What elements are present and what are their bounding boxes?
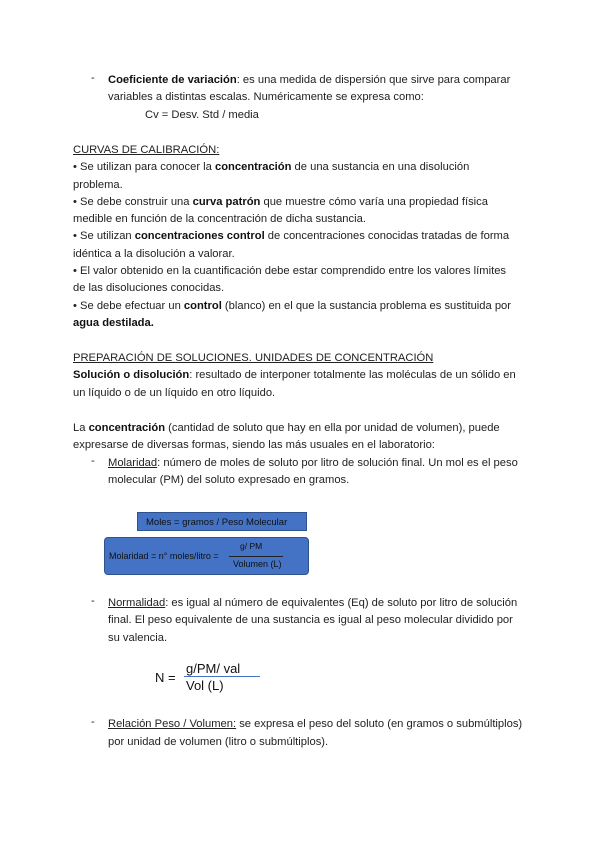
list-dash: - <box>91 595 95 607</box>
cv-term: Coeficiente de variación <box>108 74 237 86</box>
text: • Se debe efectuar un <box>73 300 184 312</box>
molaridad-formula-denominator: Volumen (L) <box>233 559 282 569</box>
molaridad-line-1 <box>108 455 518 471</box>
normalidad-formula-numerator: g/PM/ val <box>186 661 241 676</box>
molaridad-formula-box <box>104 537 309 575</box>
normalidad-line-3: su valencia. <box>108 632 168 644</box>
text: que muestre cómo varía una propiedad física <box>260 196 488 208</box>
solucion-line-1 <box>73 367 516 383</box>
text: de concentraciones conocidas tratadas de forma <box>264 230 510 242</box>
bold-text: Solución o disolución <box>73 369 190 381</box>
text: : es igual al número de equivalentes (Eq) de soluto por litro de solución <box>165 597 518 609</box>
normalidad-line-1 <box>108 595 517 611</box>
normalidad-formula-lhs: N = <box>155 670 176 685</box>
curvas-heading: CURVAS DE CALIBRACIÓN: <box>73 144 220 156</box>
curvas-bullet-4: • El valor obtenido en la cuantificación debe estar comprendido entre los valores límites <box>73 265 507 277</box>
bold-text: agua destilada. <box>73 317 154 329</box>
bold-text: control <box>183 300 222 312</box>
bold-text: curva patrón <box>192 196 261 208</box>
normalidad-formula-denominator: Vol (L) <box>186 678 224 693</box>
text: : número de moles de soluto por litro de solución final. Un mol es el peso <box>157 457 518 469</box>
curvas-bullet-2-cont: medible en función de la concentración de dicha sustancia. <box>73 213 366 225</box>
text: (cantidad de soluto que hay en ella por unidad de volumen), puede <box>165 422 500 434</box>
list-dash: - <box>91 716 95 728</box>
prep-heading: PREPARACIÓN DE SOLUCIONES. UNIDADES DE CONCENTRACIÓN <box>73 352 434 364</box>
curvas-bullet-1-cont: problema. <box>73 179 123 191</box>
list-dash: - <box>91 72 95 84</box>
normalidad-term: Normalidad <box>108 597 166 609</box>
list-dash: - <box>91 455 95 467</box>
fraction-bar <box>184 676 260 677</box>
text: de una sustancia en una disolución <box>291 161 470 173</box>
text: : resultado de interponer totalmente las moléculas de un sólido en <box>189 369 516 381</box>
cv-text-1: : es una medida de dispersión que sirve para comparar <box>236 74 511 86</box>
cv-formula: Cv = Desv. Std / media <box>145 109 259 121</box>
molaridad-term: Molaridad <box>108 457 158 469</box>
text: • Se utilizan para conocer la <box>73 161 215 173</box>
text: • Se utilizan <box>73 230 135 242</box>
solucion-line-2: un líquido o de un líquido en otro líquido. <box>73 387 276 399</box>
text: se expresa el peso del soluto (en gramos o submúltiplos) <box>236 718 523 730</box>
text: (blanco) en el que la sustancia problema es sustituida por <box>221 300 512 312</box>
moles-formula-box: Moles = gramos / Peso Molecular <box>137 512 307 531</box>
relacion-line-2: por unidad de volumen (litro o submúltiplos). <box>108 736 329 748</box>
text: • Se debe construir una <box>73 196 193 208</box>
cv-line-1 <box>108 72 510 88</box>
curvas-bullet-2 <box>73 194 488 210</box>
concentracion-line-1 <box>73 420 500 436</box>
curvas-bullet-4-cont: de las disoluciones conocidas. <box>73 282 225 294</box>
curvas-bullet-3-cont: idéntica a la disolución a valorar. <box>73 248 235 260</box>
bold-text: concentraciones control <box>134 230 265 242</box>
bold-text: concentración <box>214 161 292 173</box>
molaridad-line-2: molecular (PM) del soluto expresado en gramos. <box>108 474 350 486</box>
concentracion-line-2: expresarse de diversas formas, siendo las más usuales en el laboratorio: <box>73 439 435 451</box>
fraction-bar <box>229 556 283 557</box>
curvas-bullet-5 <box>73 298 511 314</box>
relacion-line-1 <box>108 716 522 732</box>
curvas-bullet-5-cont <box>73 315 154 331</box>
relacion-term: Relación Peso / Volumen: <box>108 718 237 730</box>
bold-text: concentración <box>88 422 166 434</box>
curvas-bullet-3 <box>73 228 509 244</box>
molaridad-formula-lhs: Molaridad = n° moles/litro = <box>109 551 219 561</box>
text: La <box>73 422 89 434</box>
normalidad-line-2: final. El peso equivalente de una sustancia es igual al peso molecular dividido por <box>108 614 513 626</box>
curvas-bullet-1 <box>73 159 469 175</box>
molaridad-formula-numerator: g/ PM <box>240 541 263 551</box>
cv-line-2: variables a distintas escalas. Numéricamente se expresa como: <box>108 91 424 103</box>
